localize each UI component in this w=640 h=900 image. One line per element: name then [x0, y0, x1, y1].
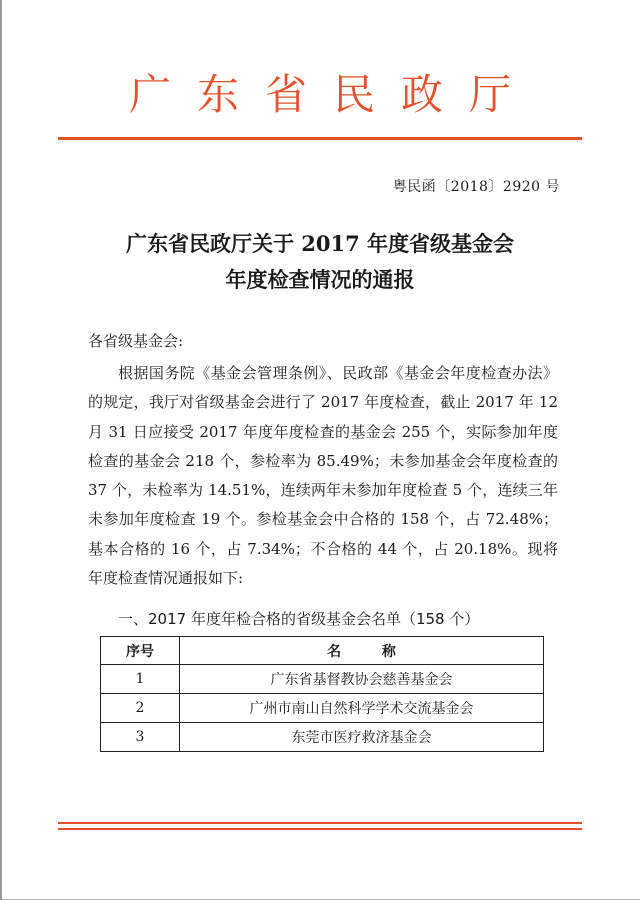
table-row — [101, 665, 544, 694]
row-number: 2 — [101, 694, 180, 723]
row-number: 3 — [101, 723, 180, 752]
column-header-number: 序号 — [101, 637, 180, 665]
document-number: 粤民函〔2018〕2920 号 — [392, 179, 560, 195]
section-heading: 一、2017 年度年检合格的省级基金会名单（158 个） — [118, 610, 480, 628]
row-foundation-name: 广州市南山自然科学学术交流基金会 — [180, 694, 544, 723]
table-row — [101, 723, 544, 752]
row-number: 1 — [101, 665, 180, 694]
foundation-list-table — [100, 636, 544, 752]
header-red-rule — [58, 137, 582, 140]
document-title — [0, 226, 640, 298]
salutation: 各省级基金会: — [88, 332, 184, 350]
footer-red-rule-top — [58, 822, 582, 824]
document-title-line-2: 年度检查情况的通报 — [225, 267, 415, 292]
footer-red-rule-bottom — [58, 828, 582, 830]
body-paragraph: 根据国务院《基金会管理条例》、民政部《基金会年度检查办法》的规定，我厅对省级基金会进行了 2017 年度检查，截止 2017 年 12 月 31 日应接受 2017 年度年度检查的基金会 255 个，实际参加年度检查的基金会 218 个，参检率为 85.49%；未参加基金会年度检查的 37 个，未检率为 14.51%，连续两年未参加年度检查 5 个，连续三年未参加年度检查 19 个。参检基金会中合格的 158 个，占 72.48%；基本合格的 16 个，占 7.34%；不合格的 44 个，占 20.18%。现将年度检查情况通报如下: — [88, 364, 558, 588]
table-header-row — [101, 637, 544, 665]
row-foundation-name: 广东省基督教协会慈善基金会 — [180, 665, 544, 694]
document-header-title: 广东省民政厅 — [128, 70, 537, 119]
column-header-name: 名 称 — [180, 637, 544, 665]
document-title-line-1: 广东省民政厅关于 2017 年度省级基金会 — [125, 231, 515, 256]
table-row — [101, 694, 544, 723]
row-foundation-name: 东莞市医疗救济基金会 — [180, 723, 544, 752]
